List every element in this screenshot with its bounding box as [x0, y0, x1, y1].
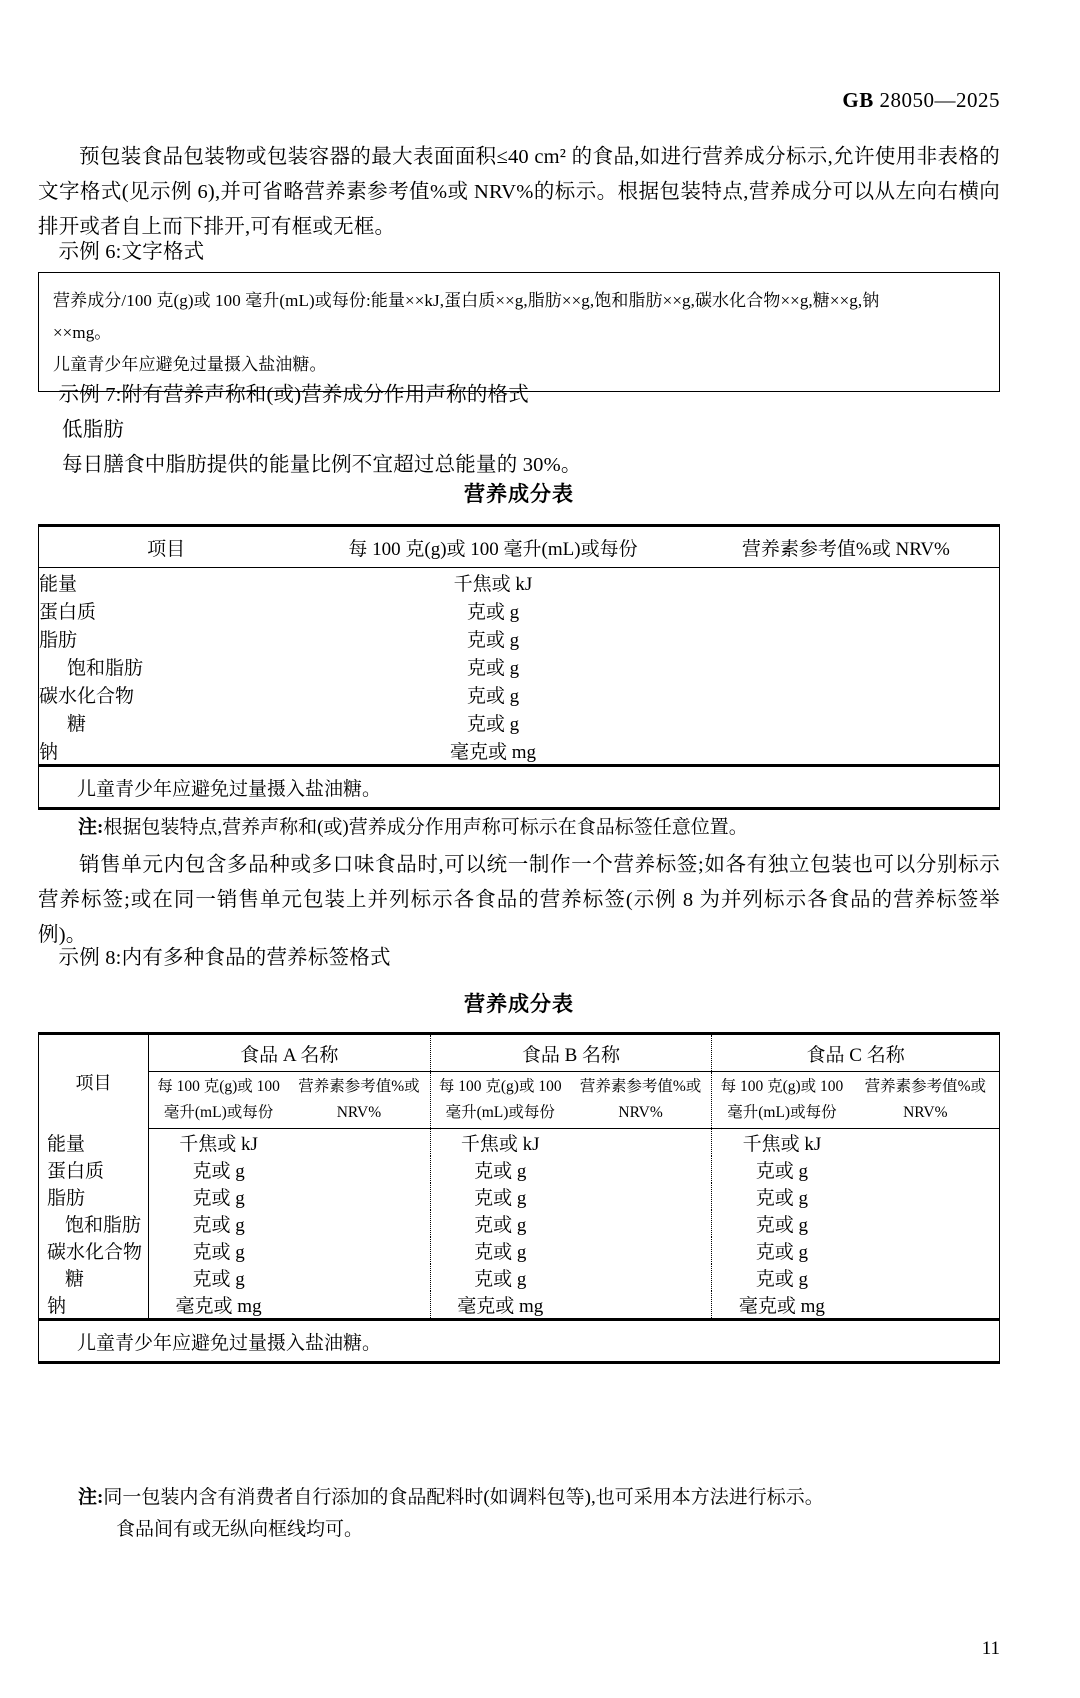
table1-value: 克或 g [466, 713, 520, 735]
table2-a-nrv [288, 1156, 430, 1183]
table2-item: 能量 [39, 1129, 149, 1157]
table2-footer-row [39, 1320, 1000, 1363]
note-1 [38, 812, 1040, 844]
table2-c-value: 毫克或 mg [738, 1296, 825, 1317]
table2-a-value: 克或 g [192, 1242, 245, 1263]
table2-c-value: 克或 g [755, 1188, 809, 1209]
table1-item: 能量 [39, 573, 78, 595]
table1-value: 克或 g [466, 601, 520, 623]
table2-food-c-per-unit: 每 100 克(g)或 100 毫升(mL)或每份 [712, 1072, 852, 1129]
table1-header-row [39, 526, 1000, 568]
table1-nrv [693, 652, 1000, 680]
table2-a-value: 克或 g [192, 1161, 245, 1182]
table2-item: 糖 [39, 1264, 149, 1291]
table2-b-nrv [570, 1264, 712, 1291]
table-row [39, 736, 1000, 766]
table1-item: 糖 [67, 713, 87, 735]
table2-food-a-nrv: 营养素参考值%或 NRV% [288, 1072, 430, 1129]
table-row [39, 1183, 1000, 1210]
table2-a-value: 克或 g [192, 1188, 245, 1209]
table2-b-value: 毫克或 mg [457, 1296, 544, 1317]
claim-line-1: 低脂肪 [62, 419, 125, 441]
table1-item: 碳水化合物 [39, 685, 135, 707]
page-content [38, 0, 1000, 1698]
table2-c-value: 克或 g [755, 1269, 809, 1290]
table2-b-nrv [570, 1237, 712, 1264]
example6-box [38, 272, 1000, 392]
table2-food-b-name: 食品 B 名称 [430, 1034, 712, 1072]
table2-item: 饱和脂肪 [39, 1210, 149, 1237]
example6-label: 示例 6:文字格式 [58, 241, 205, 263]
table1-nrv [693, 624, 1000, 652]
table2-food-a-per-unit: 每 100 克(g)或 100 毫升(mL)或每份 [148, 1072, 288, 1129]
table-row [39, 652, 1000, 680]
table-row [39, 1129, 1000, 1157]
standard-number: 28050—2025 [879, 88, 1000, 112]
table2-c-nrv [852, 1237, 1000, 1264]
table2-c-nrv [852, 1183, 1000, 1210]
table2-caption: 营养成分表 [464, 992, 574, 1016]
table1-nrv [693, 736, 1000, 766]
example8-label-block [38, 941, 1000, 976]
table2-food-b-nrv: 营养素参考值%或 NRV% [570, 1072, 712, 1129]
table-row [39, 1237, 1000, 1264]
table2-b-value: 克或 g [474, 1188, 527, 1209]
note-1-text: 根据包装特点,营养声称和(或)营养成分作用声称可标示在食品标签任意位置。 [103, 817, 748, 838]
table2-c-nrv [852, 1291, 1000, 1320]
table2-b-nrv [570, 1183, 712, 1210]
table2-b-value: 克或 g [474, 1269, 527, 1290]
table2-food-a-name: 食品 A 名称 [148, 1034, 430, 1072]
table1-item: 饱和脂肪 [67, 657, 144, 679]
table2-c-value: 千焦或 kJ [742, 1134, 822, 1155]
table1-value: 千焦或 kJ [453, 573, 533, 595]
table2-c-nrv [852, 1210, 1000, 1237]
nutrition-table-1 [38, 524, 1000, 810]
example6-line-1: 营养成分/100 克(g)或 100 毫升(mL)或每份:能量××kJ,蛋白质××g,脂肪××g,饱和脂肪××g,碳水化合物××g,糖××g,钠 [53, 291, 880, 310]
table-row [39, 680, 1000, 708]
table2-a-nrv [288, 1129, 430, 1157]
example6-line-3: 儿童青少年应避免过量摄入盐油糖。 [53, 355, 327, 374]
table1-item: 钠 [39, 741, 59, 763]
paragraph-2: 销售单元内包含多品种或多口味食品时,可以统一制作一个营养标签;如各有独立包装也可以分别标示营养标签;或在同一销售单元包装上并列标示各食品的营养标签(示例 8 为并列标示各食品的营养标签举例)。 [38, 854, 1000, 946]
example6-label-block [38, 235, 1000, 270]
table2-header-item: 项目 [39, 1034, 149, 1129]
table2-food-c-name: 食品 C 名称 [712, 1034, 1000, 1072]
table-row [39, 1264, 1000, 1291]
table1-nrv [693, 680, 1000, 708]
table2-item: 蛋白质 [39, 1156, 149, 1183]
table2-a-value: 千焦或 kJ [179, 1134, 258, 1155]
table1-header-per-unit: 每 100 克(g)或 100 毫升(mL)或每份 [293, 526, 693, 568]
table-row [39, 1291, 1000, 1320]
table1-header-nrv: 营养素参考值%或 NRV% [693, 526, 1000, 568]
table2-a-nrv [288, 1237, 430, 1264]
table1-value: 克或 g [466, 657, 520, 679]
table2-food-b-per-unit: 每 100 克(g)或 100 毫升(mL)或每份 [430, 1072, 570, 1129]
table1-nrv [693, 568, 1000, 597]
table2-food-c-nrv: 营养素参考值%或 NRV% [852, 1072, 1000, 1129]
table2-a-value: 克或 g [192, 1269, 245, 1290]
claim-line-2: 每日膳食中脂肪提供的能量比例不宜超过总能量的 30%。 [62, 454, 582, 476]
table1-item: 脂肪 [39, 629, 78, 651]
table2-a-nrv [288, 1210, 430, 1237]
table2-b-nrv [570, 1156, 712, 1183]
table2-a-value: 毫克或 mg [175, 1296, 262, 1317]
table2-b-value: 千焦或 kJ [460, 1134, 540, 1155]
note-2-first-line [78, 1482, 1040, 1514]
example8-label: 示例 8:内有多种食品的营养标签格式 [58, 947, 391, 969]
table2-subheader-row [39, 1072, 1000, 1129]
page-number: 11 [981, 1638, 1000, 1659]
table-row [39, 568, 1000, 597]
table1-item: 蛋白质 [39, 601, 97, 623]
table2-c-nrv [852, 1156, 1000, 1183]
table2-c-nrv [852, 1129, 1000, 1157]
table-row [39, 624, 1000, 652]
table-row [39, 1210, 1000, 1237]
table-row [39, 708, 1000, 736]
table1-footer-row [39, 766, 1000, 809]
table2-c-value: 克或 g [755, 1242, 809, 1263]
table2-item: 钠 [39, 1291, 149, 1320]
table2-item: 碳水化合物 [39, 1237, 149, 1264]
table2-c-nrv [852, 1264, 1000, 1291]
table1-value: 克或 g [466, 629, 520, 651]
table2-a-value: 克或 g [192, 1215, 245, 1236]
table2-b-nrv [570, 1210, 712, 1237]
table2-b-value: 克或 g [474, 1161, 527, 1182]
note-1-label: 注: [78, 817, 104, 838]
table2-c-value: 克或 g [755, 1161, 809, 1182]
table2-b-nrv [570, 1291, 712, 1320]
example7-label: 示例 7:附有营养声称和(或)营养成分作用声称的格式 [58, 384, 529, 406]
note-2-second-line: 食品间有或无纵向框线均可。 [116, 1519, 364, 1540]
table2-item: 脂肪 [39, 1183, 149, 1210]
table1-nrv [693, 708, 1000, 736]
table2-food-name-row [39, 1034, 1000, 1072]
nutrition-table-2 [38, 1032, 1000, 1364]
note-2-label: 注: [78, 1487, 104, 1508]
table2-footer: 儿童青少年应避免过量摄入盐油糖。 [39, 1320, 1000, 1363]
note-2 [38, 1482, 1040, 1546]
table2-b-nrv [570, 1129, 712, 1157]
table-row [39, 1156, 1000, 1183]
table1-nrv [693, 596, 1000, 624]
paragraph-block-1 [38, 140, 1000, 245]
table1-footer: 儿童青少年应避免过量摄入盐油糖。 [39, 766, 1000, 809]
paragraph-block-2 [38, 848, 1000, 953]
table2-b-value: 克或 g [474, 1215, 527, 1236]
table1-value: 克或 g [466, 685, 520, 707]
table2-a-nrv [288, 1264, 430, 1291]
standard-prefix: GB [842, 88, 874, 112]
table2-a-nrv [288, 1291, 430, 1320]
table2-b-value: 克或 g [474, 1242, 527, 1263]
table1-header-item: 项目 [39, 526, 294, 568]
example7-block [38, 378, 1000, 483]
note-2-text: 同一包装内含有消费者自行添加的食品配料时(如调料包等),也可采用本方法进行标示。 [103, 1487, 824, 1508]
paragraph-1: 预包装食品包装物或包装容器的最大表面面积≤40 cm² 的食品,如进行营养成分标示,允许使用非表格的文字格式(见示例 6),并可省略营养素参考值%或 NRV%的标示。根据包装特点,营养成分可以从左向右横向排开或者自上而下排开,可有框或无框。 [38, 146, 1000, 238]
table2-a-nrv [288, 1183, 430, 1210]
running-header [842, 88, 1000, 113]
table1-value: 毫克或 mg [449, 741, 537, 763]
example6-line-2: ××mg。 [53, 323, 112, 342]
table2-c-value: 克或 g [755, 1215, 809, 1236]
table1-caption: 营养成分表 [464, 482, 574, 506]
table-row [39, 596, 1000, 624]
